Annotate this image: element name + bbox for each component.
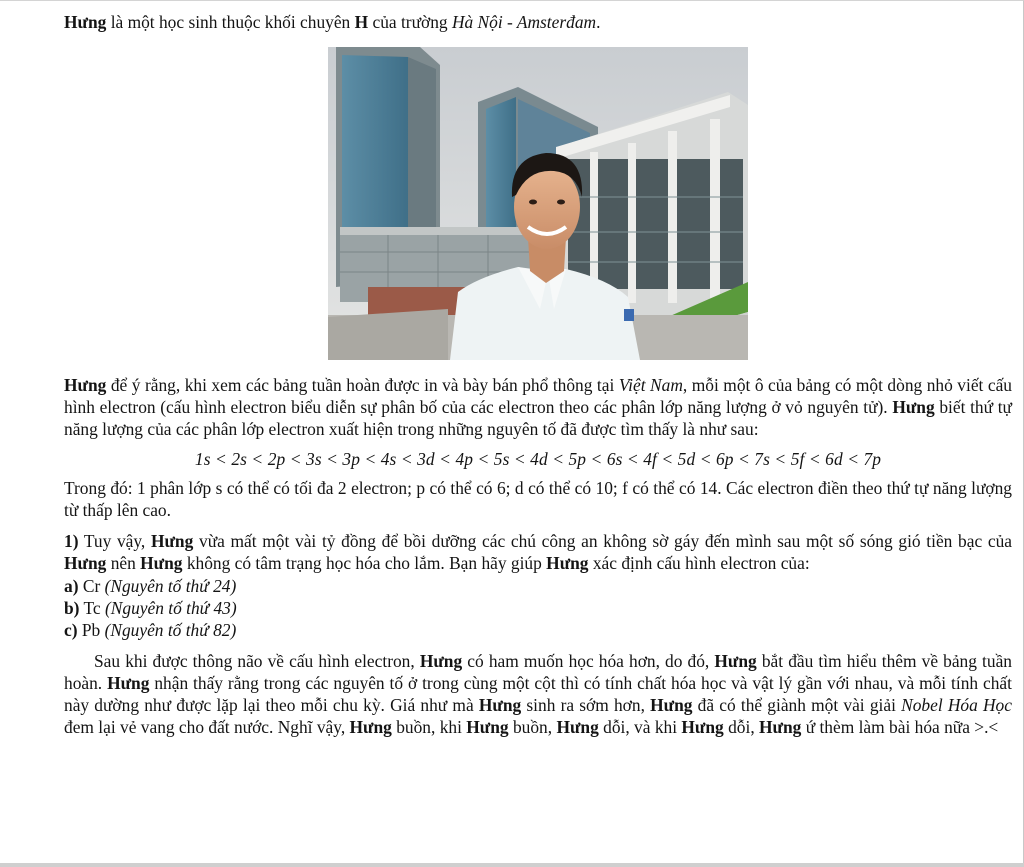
question-items	[64, 575, 1012, 641]
page-bottom-edge	[0, 863, 1024, 867]
list-item: a) Cr (Nguyên tố thứ 24)	[64, 576, 237, 596]
student-name: Hưng	[64, 12, 107, 32]
paragraph-periodic-table: Hưng để ý rằng, khi xem các bảng tuần hoàn được in và bày bán phổ thông tại Việt Nam, mỗi một ô của bảng có một dòng nhỏ viết cấu hình electron (cấu hình electron biểu diễn sự phân bố của các electron theo các phân lớp năng lượng ở vỏ nguyên tử). Hưng biết thứ tự năng lượng của các phân lớp electron xuất hiện trong những nguyên tố đã được tìm thấy là như sau:	[64, 375, 1012, 439]
block-letter: H	[354, 12, 369, 32]
prize-name: Nobel Hóa Học	[901, 695, 1012, 715]
school-name: Hà Nội - Amsterđam	[451, 12, 597, 32]
paragraph-closing: Sau khi được thông não về cấu hình electron, Hưng có ham muốn học hóa hơn, do đó, Hưng bắt đầu tìm hiểu thêm về bảng tuần hoàn. Hưng nhận thấy rằng trong các nguyên tố ở trong cùng một cột thì có tính chất hóa học và vật lý gần với nhau, và mỗi tính chất này dường như được lặp lại theo mỗi chu kỳ. Giá như mà Hưng sinh ra sớm hơn, Hưng đã có thể giành một vài giải Nobel Hóa Học đem lại vẻ vang cho đất nước. Nghĩ vậy, Hưng buồn, khi Hưng buồn, Hưng dỗi, và khi Hưng dỗi, Hưng ứ thèm làm bài hóa nữa >.<	[64, 651, 1012, 737]
country-name: Việt Nam	[618, 375, 683, 395]
energy-sequence: 1s < 2s < 2p < 3s < 3p < 4s < 3d < 4p < 5s < 4d < 5p < 6s < 4f < 5d < 6p < 7s < 5f < 6d < 7p	[194, 449, 882, 469]
question-1: 1) Tuy vậy, Hưng vừa mất một vài tỷ đồng để bồi dưỡng các chú công an không sờ gáy đến mình sau một số sóng gió tiền bạc của Hưng nên Hưng không có tâm trạng học hóa cho lắm. Bạn hãy giúp Hưng xác định cấu hình electron của:	[64, 531, 1012, 573]
paragraph-capacity: Trong đó: 1 phân lớp s có thể có tối đa 2 electron; p có thể có 6; d có thể có 10; f có thể có 14. Các electron điền theo thứ tự năng lượng từ thấp lên cao.	[64, 478, 1012, 520]
list-item: c) Pb (Nguyên tố thứ 82)	[64, 620, 237, 640]
school-photo	[328, 47, 748, 360]
school-photo-image	[328, 47, 748, 360]
intro-line: Hưng là một học sinh thuộc khối chuyên H của trường Hà Nội - Amsterđam.	[64, 12, 601, 32]
document-content	[64, 11, 1012, 738]
list-item: b) Tc (Nguyên tố thứ 43)	[64, 598, 237, 618]
